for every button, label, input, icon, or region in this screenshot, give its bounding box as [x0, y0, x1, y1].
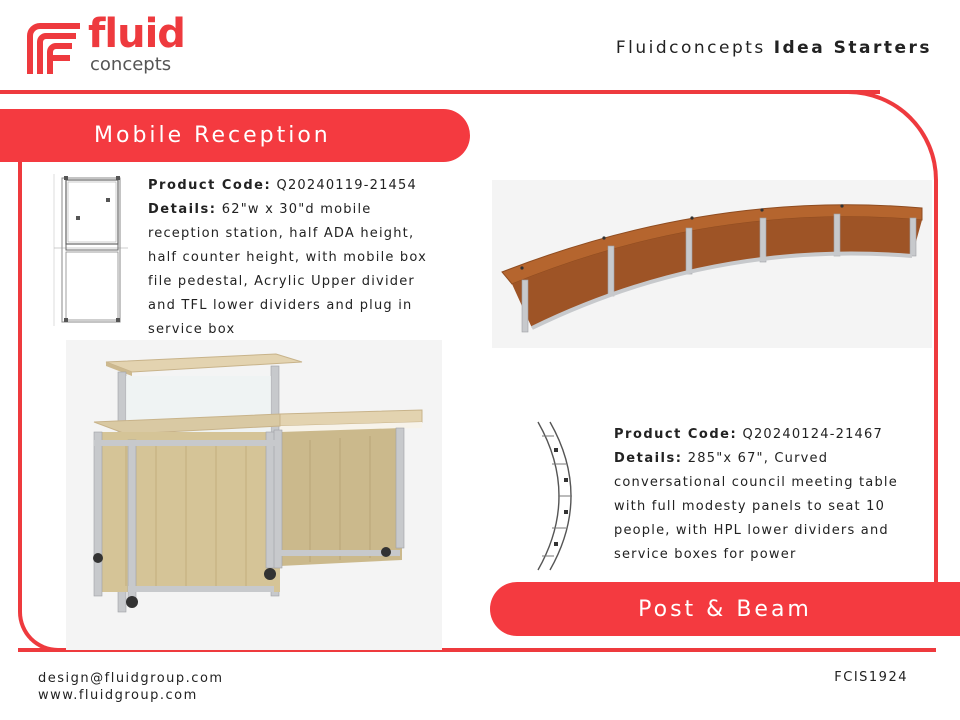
- product-1-details: 62"w x 30"d mobile reception station, half ADA height, half counter height, with mobile box file pedestal, Acrylic Upper divider and TFL lower dividers and plug in service box: [148, 202, 428, 337]
- product-1-title-banner: [0, 109, 470, 162]
- fluid-logo-mark: [26, 22, 84, 76]
- product-1-render-image: [66, 340, 442, 650]
- product-1-plan-drawing: [50, 172, 130, 328]
- product-1-details-label: Details:: [148, 202, 217, 217]
- product-1-info: [148, 174, 448, 342]
- logo-word-concepts: concepts: [90, 54, 172, 75]
- footer-email-link[interactable]: design@fluidgroup.com: [38, 671, 224, 686]
- series-title: Fluidconcepts Idea Starters: [615, 38, 932, 58]
- product-1-code-label: Product Code:: [148, 178, 272, 193]
- frame-top-line: [0, 90, 880, 94]
- product-2-info: [614, 423, 914, 567]
- footer-website-link[interactable]: www.fluidgroup.com: [38, 688, 198, 703]
- footer-contact: [38, 670, 224, 704]
- product-2-title-banner: [490, 582, 960, 636]
- footer-doc-code: FCIS1924: [834, 670, 908, 685]
- product-2-code: Q20240124-21467: [742, 427, 883, 442]
- product-2-render-image: [492, 180, 932, 348]
- product-2-code-label: Product Code:: [614, 427, 738, 442]
- product-2-details: 285"x 67", Curved conversational council meeting table with full modesty panels to seat 10 people, with HPL lower dividers and service boxes for power: [614, 451, 898, 562]
- logo-word-fluid: fluid: [88, 11, 185, 57]
- product-2-details-label: Details:: [614, 451, 683, 466]
- product-2-plan-drawing: [530, 418, 590, 574]
- product-2-title: Post & Beam: [638, 596, 812, 622]
- product-1-code: Q20240119-21454: [276, 178, 417, 193]
- product-1-title: Mobile Reception: [94, 123, 331, 148]
